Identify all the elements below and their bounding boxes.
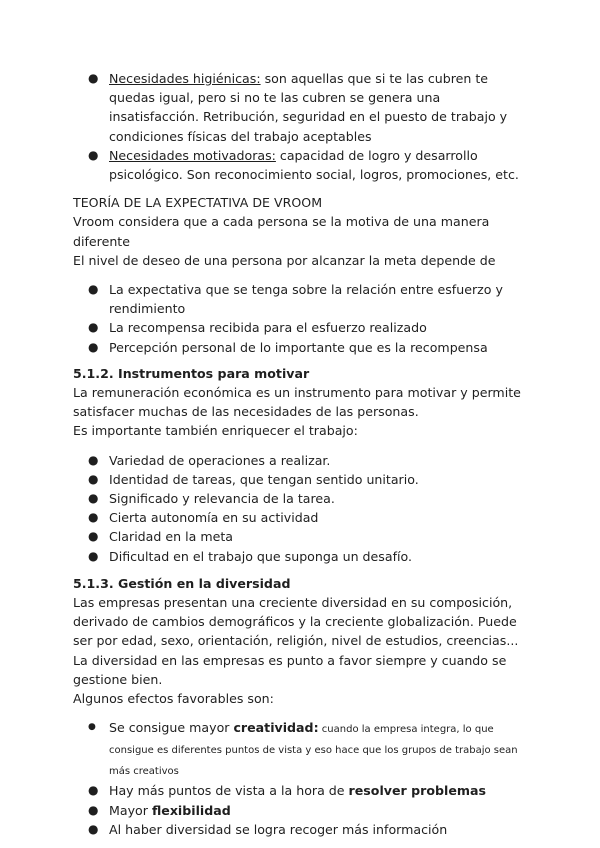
instrumentos-list bbox=[73, 451, 533, 566]
vroom-list bbox=[73, 280, 533, 357]
list-item bbox=[73, 508, 533, 527]
motivators-term: Necesidades motivadoras: bbox=[109, 147, 276, 163]
list-item-text: Cierta autonomía en su actividad bbox=[109, 510, 319, 526]
list-item-text: Significado y relevancia de la tarea. bbox=[109, 491, 335, 507]
vroom-line-1: Vroom considera que a cada persona se la motiva de una manera diferente bbox=[73, 214, 490, 249]
list-item-bold: creatividad: bbox=[233, 720, 319, 736]
hygiene-term: Necesidades higiénicas: bbox=[109, 71, 261, 86]
list-item-text: La recompensa recibida para el esfuerzo realizado bbox=[109, 320, 427, 336]
bullet-icon: ● bbox=[88, 471, 99, 486]
bullet-icon: ● bbox=[88, 821, 99, 836]
instrumentos-para-2: Es importante también enriquecer el trabajo: bbox=[73, 423, 358, 439]
list-item-bold: resolver problemas bbox=[348, 783, 486, 799]
diversidad-para-3: Algunos efectos favorables son: bbox=[73, 691, 274, 707]
list-item-text: Dificultad en el trabajo que suponga un desafío. bbox=[109, 548, 412, 564]
list-item-text: Identidad de tareas, que tengan sentido unitario. bbox=[109, 471, 419, 487]
list-item bbox=[73, 470, 533, 489]
needs-list bbox=[73, 69, 533, 184]
document-content bbox=[73, 69, 533, 839]
list-item bbox=[73, 280, 533, 318]
bullet-icon: ● bbox=[88, 339, 99, 354]
bullet-icon: ● bbox=[88, 320, 99, 335]
bullet-icon: ● bbox=[88, 510, 99, 525]
list-item bbox=[73, 338, 533, 357]
list-item-text: La expectativa que se tenga sobre la relación entre esfuerzo y rendimiento bbox=[109, 282, 503, 317]
bullet-icon: ● bbox=[88, 722, 96, 733]
section-heading-diversidad: 5.1.3. Gestión en la diversidad bbox=[73, 575, 291, 591]
bullet-icon: ● bbox=[88, 529, 99, 544]
list-item bbox=[73, 318, 533, 337]
bullet-icon: ● bbox=[88, 282, 99, 297]
bullet-icon: ● bbox=[88, 548, 99, 563]
vroom-title: TEORÍA DE LA EXPECTATIVA DE VROOM bbox=[73, 195, 323, 211]
list-item-note: cuando la empresa integra, lo que consigue es diferentes puntos de vista y eso hace que los grupos de trabajo sean más creativos bbox=[109, 724, 518, 778]
diversidad-list bbox=[73, 718, 533, 839]
list-item-text: Variedad de operaciones a realizar. bbox=[109, 452, 331, 468]
list-item-text: Mayor bbox=[109, 802, 152, 818]
list-item bbox=[73, 547, 533, 566]
list-item bbox=[73, 801, 533, 820]
bullet-icon: ● bbox=[88, 802, 99, 817]
list-item bbox=[73, 718, 533, 781]
list-item bbox=[73, 451, 533, 470]
list-item bbox=[73, 820, 533, 839]
list-item bbox=[73, 527, 533, 546]
list-item bbox=[73, 781, 533, 800]
list-item-text: Hay más puntos de vista a la hora de bbox=[109, 783, 349, 799]
instrumentos-para-1: La remuneración económica es un instrumento para motivar y permite satisfacer muchas de las necesidades de las personas. bbox=[73, 385, 521, 420]
list-item bbox=[73, 489, 533, 508]
list-item-bold: flexibilidad bbox=[151, 802, 231, 818]
bullet-icon: ● bbox=[88, 147, 99, 162]
vroom-line-2: El nivel de deseo de una persona por alcanzar la meta depende de bbox=[73, 252, 496, 268]
list-item-text: Se consigue mayor bbox=[109, 720, 234, 736]
list-item-text: Claridad en la meta bbox=[109, 529, 234, 545]
list-item bbox=[73, 69, 533, 146]
list-item-text: Al haber diversidad se logra recoger más información bbox=[109, 821, 448, 837]
diversidad-para-2: La diversidad en las empresas es punto a favor siempre y cuando se gestione bien. bbox=[73, 652, 507, 687]
motivators-text: capacidad de logro y desarrollo psicológico. Son reconocimiento social, logros, promociones, etc. bbox=[109, 147, 519, 183]
bullet-icon: ● bbox=[88, 491, 99, 506]
list-item bbox=[73, 146, 533, 184]
bullet-icon: ● bbox=[88, 783, 99, 798]
list-item-text: Percepción personal de lo importante que es la recompensa bbox=[109, 339, 488, 355]
diversidad-para-1: Las empresas presentan una creciente diversidad en su composición, derivado de cambios demográficos y la creciente globalización. Puede ser por edad, sexo, orientación, religión, nivel de estudios, creencias... bbox=[73, 595, 519, 649]
section-heading-instrumentos: 5.1.2. Instrumentos para motivar bbox=[73, 365, 310, 381]
bullet-icon: ● bbox=[88, 71, 99, 85]
hygiene-text: son aquellas que si te las cubren te quedas igual, pero si no te las cubren se genera una insatisfacción. Retribución, seguridad en el puesto de trabajo y condiciones físicas del trabajo aceptables bbox=[109, 71, 508, 144]
bullet-icon: ● bbox=[88, 452, 99, 467]
